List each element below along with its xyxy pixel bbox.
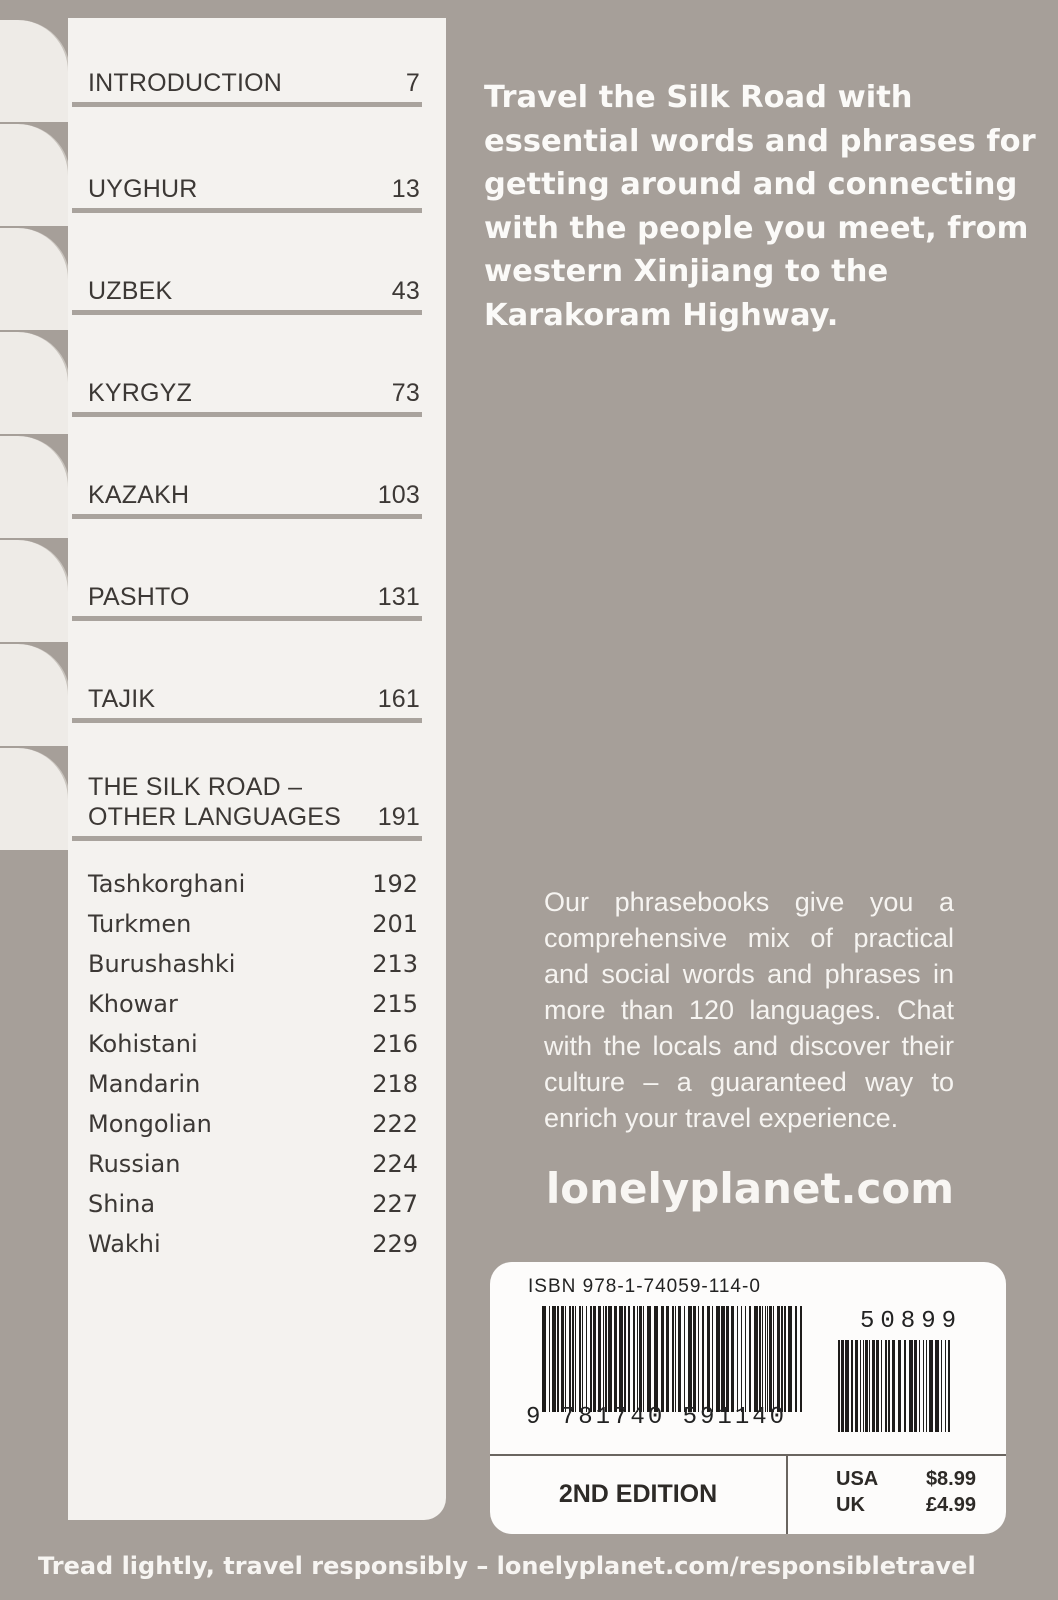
toc-entry-page: 13 [391, 175, 420, 203]
barcode-bar [795, 1306, 797, 1412]
barcode-bar [737, 1306, 738, 1412]
barcode-bar [614, 1306, 617, 1412]
barcode-bar [628, 1306, 630, 1412]
barcode-bar [914, 1340, 917, 1432]
barcode-bar [741, 1306, 742, 1412]
barcode-bar [593, 1306, 596, 1412]
toc-entry-page: 43 [391, 277, 420, 305]
barcode-bar [672, 1306, 674, 1412]
barcode-bar [605, 1306, 607, 1412]
toc-entry-kyrgyz [72, 372, 422, 417]
barcode-bar [666, 1306, 669, 1412]
index-tab [0, 644, 70, 746]
toc-subentry-label: Khowar [88, 990, 178, 1018]
barcode-bar [745, 1306, 746, 1412]
tagline: Travel the Silk Road with essential words and phrases for getting around and connecting with the people you meet, from western Xinjiang to the Karakoram Highway. [484, 80, 1036, 333]
barcode-bar [712, 1306, 713, 1412]
barcode-bar [561, 1306, 564, 1412]
addon-digits: 50899 [860, 1308, 963, 1335]
toc-subentry-label: Kohistani [88, 1030, 198, 1058]
barcode-bar [557, 1306, 559, 1412]
toc-entry-label: INTRODUCTION [88, 69, 283, 97]
index-tab [0, 228, 70, 330]
barcode-bar [647, 1306, 651, 1412]
barcode-bar [698, 1306, 699, 1412]
toc-entry-page: 7 [405, 69, 420, 97]
barcode-bar [639, 1306, 642, 1412]
barcode-bar [684, 1306, 685, 1412]
barcode-bar [898, 1340, 901, 1432]
barcode-bar [845, 1340, 849, 1432]
barcode-bar [885, 1340, 887, 1432]
toc-subentry-label: Mandarin [88, 1070, 201, 1098]
toc-entry-label: KYRGYZ [88, 379, 192, 407]
toc-subentry-page: 216 [372, 1030, 418, 1058]
toc-entry-page: 191 [377, 803, 420, 831]
toc-subentry-label: Russian [88, 1150, 181, 1178]
barcode-bar [881, 1340, 882, 1432]
index-tab [0, 540, 70, 642]
barcode-bar [863, 1340, 864, 1432]
toc-subentry [88, 904, 418, 944]
toc-subentry-page: 218 [372, 1070, 418, 1098]
toc-entry-page: 73 [391, 379, 420, 407]
toc-subentry [88, 864, 418, 904]
barcode-bar [702, 1306, 704, 1412]
index-tab [0, 436, 70, 538]
barcode-bar [575, 1306, 576, 1412]
barcode-bar [909, 1340, 913, 1432]
barcode-bar [643, 1306, 644, 1412]
barcode-bar [762, 1306, 763, 1412]
barcode-bar [688, 1306, 692, 1412]
toc-subentry-page: 213 [372, 950, 418, 978]
website: lonelyplanet.com [545, 1164, 954, 1213]
toc-subentry-label: Mongolian [88, 1110, 212, 1138]
barcode-bar [678, 1306, 681, 1412]
barcode-bar [841, 1340, 844, 1432]
toc-subentry-label: Wakhi [88, 1230, 161, 1258]
barcode-bar [860, 1340, 861, 1432]
barcode-bar [948, 1340, 950, 1432]
barcode-card [490, 1262, 1006, 1534]
barcode-bar [800, 1306, 802, 1412]
barcode-bar [784, 1306, 786, 1412]
barcode-bar [888, 1340, 890, 1432]
barcode-bar [929, 1340, 933, 1432]
toc-entry-label: UYGHUR [88, 175, 198, 203]
barcode-bar [661, 1306, 664, 1412]
toc-entry-page: 103 [377, 481, 420, 509]
barcode-bar [781, 1306, 783, 1412]
barcode-bar [855, 1340, 858, 1432]
price-currency: UK [836, 1494, 865, 1516]
barcode-bar [935, 1340, 939, 1432]
toc-entry-introduction [72, 62, 422, 107]
index-tab [0, 748, 70, 850]
toc-entry-label: KAZAKH [88, 481, 190, 509]
barcode-bar [892, 1340, 895, 1432]
barcode-bar [654, 1306, 658, 1412]
barcode-bar [759, 1306, 761, 1412]
barcode-bar [590, 1306, 592, 1412]
toc-subentry-page: 229 [372, 1230, 418, 1258]
barcode-bar [579, 1306, 581, 1412]
barcode-bar [721, 1306, 725, 1412]
ean-digits: 9 781740 591140 [526, 1404, 788, 1431]
toc-subentry [88, 1144, 418, 1184]
toc-entry-label-line2: OTHER LANGUAGES [88, 803, 342, 831]
toc-entry-tajik [72, 678, 422, 723]
toc-subentry [88, 1224, 418, 1264]
price-amount: £4.99 [925, 1494, 976, 1516]
toc-entry-kazakh [72, 474, 422, 519]
barcode-bar [675, 1306, 676, 1412]
barcode-bar [608, 1306, 612, 1412]
barcode-bar [633, 1306, 635, 1412]
barcode-bar [773, 1306, 774, 1412]
blurb: Our phrasebooks give you a comprehensive mix of practical and social words and phrases in more than 120 languages. Chat with the locals and discover their culture – a guaranteed way to enrich your travel experience. [544, 887, 954, 1133]
toc-entry-uzbek [72, 270, 422, 315]
index-tab [0, 124, 70, 226]
ean-barcode [542, 1306, 802, 1412]
barcode-bar [777, 1306, 780, 1412]
footer-text: Tread lightly, travel responsibly – lonelyplanet.com/responsibletravel [38, 1552, 976, 1580]
barcode-bar [838, 1340, 840, 1432]
toc-subentry [88, 984, 418, 1024]
toc-subentry-page: 215 [372, 990, 418, 1018]
toc-subentry-label: Turkmen [88, 910, 192, 938]
toc-entry-label: UZBEK [88, 277, 173, 305]
price-amount: $8.99 [925, 1468, 976, 1490]
barcode-bar [716, 1306, 720, 1412]
barcode-bar [869, 1340, 870, 1432]
toc-entry-page: 131 [377, 583, 420, 611]
toc-entry-uyghur [72, 168, 422, 213]
barcode-bar [941, 1340, 942, 1432]
index-tab [0, 332, 70, 434]
barcode-bar [542, 1306, 546, 1412]
addon-barcode [838, 1340, 950, 1432]
price-currency: USA [836, 1468, 879, 1490]
toc-entry-label: PASHTO [88, 583, 190, 611]
barcode-bar [926, 1340, 927, 1432]
isbn-text: ISBN 978-1-74059-114-0 [528, 1276, 761, 1297]
barcode-bar [586, 1306, 587, 1412]
barcode-bar [749, 1306, 751, 1412]
toc-subentry-page: 201 [372, 910, 418, 938]
toc-entry-other-languages [72, 764, 422, 841]
toc-subentry-page: 222 [372, 1110, 418, 1138]
toc-subentry-page: 192 [372, 870, 418, 898]
barcode-bar [582, 1306, 583, 1412]
barcode-bar [865, 1340, 868, 1432]
toc-subentry-label: Burushashki [88, 950, 236, 978]
barcode-bar [569, 1306, 571, 1412]
barcode-bar [876, 1340, 879, 1432]
barcode-bar [754, 1306, 758, 1412]
barcode-bar [923, 1340, 924, 1432]
toc-subentry [88, 1184, 418, 1224]
toc-subentry [88, 1024, 418, 1064]
toc-subentry-label: Tashkorghani [88, 870, 246, 898]
barcode-bar [619, 1306, 623, 1412]
barcode-bar [851, 1340, 853, 1432]
barcode-bar [624, 1306, 626, 1412]
edition-label: 2ND EDITION [490, 1456, 788, 1534]
toc-subentry [88, 944, 418, 984]
barcode-bar [693, 1306, 696, 1412]
toc-entry-label [88, 772, 341, 832]
barcode-bar [549, 1306, 550, 1412]
barcode-bar [598, 1306, 601, 1412]
barcode-bar [637, 1306, 638, 1412]
barcode-bar [767, 1306, 768, 1412]
card-bottom [490, 1454, 1006, 1534]
barcode-bar [872, 1340, 875, 1432]
toc-subentry-page: 227 [372, 1190, 418, 1218]
barcode-bar [572, 1306, 574, 1412]
barcode-bar [945, 1340, 946, 1432]
toc-subentry-page: 224 [372, 1150, 418, 1178]
toc-entry-label-line1: THE SILK ROAD – [88, 773, 303, 801]
barcode-bar [603, 1306, 604, 1412]
barcode-bar [788, 1306, 792, 1412]
barcode-bar [904, 1340, 906, 1432]
barcode-bar [919, 1340, 920, 1432]
barcode-bar [765, 1306, 766, 1412]
toc-subentry-label: Shina [88, 1190, 156, 1218]
toc-entry-label: TAJIK [88, 685, 156, 713]
toc-subentry [88, 1104, 418, 1144]
toc-subentry [88, 1064, 418, 1104]
barcode-bar [726, 1306, 729, 1412]
toc-entry-pashto [72, 576, 422, 621]
barcode-bar [565, 1306, 566, 1412]
barcode-bar [552, 1306, 556, 1412]
barcode-bar [731, 1306, 734, 1412]
barcode-bar [769, 1306, 772, 1412]
barcode-bar [707, 1306, 710, 1412]
toc-entry-page: 161 [377, 685, 420, 713]
index-tab [0, 20, 70, 122]
